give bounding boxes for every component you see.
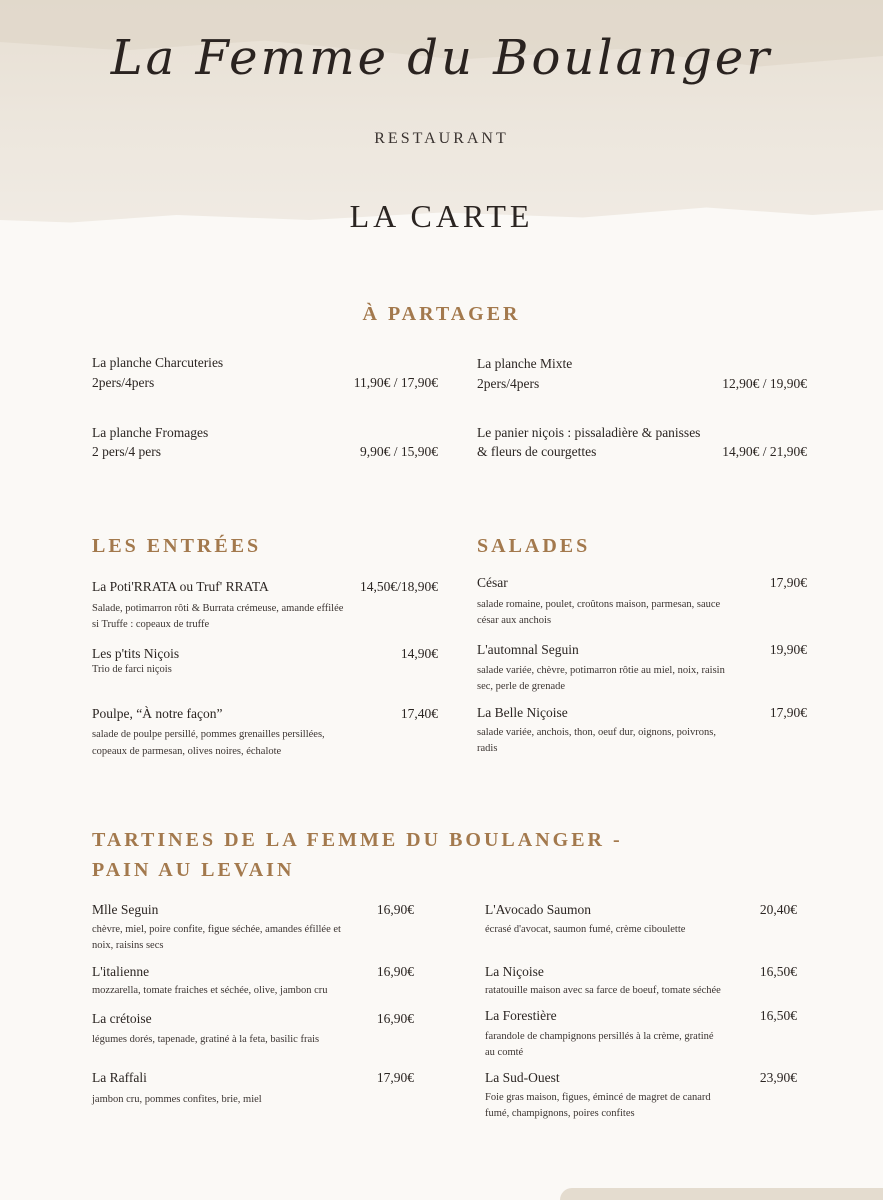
menu-item-description: Salade, potimarron rôti & Burrata crémeuse, amande effilée [92,603,344,614]
menu-item-name: La Forestière [485,1008,557,1023]
menu-item-description: noix, raisins secs [92,940,164,951]
menu-item-row [477,575,807,591]
menu-item-portions: & fleurs de courgettes [477,444,597,459]
menu-item-row [477,376,807,392]
menu-item-description: au comté [485,1047,524,1058]
menu-item-name: La Niçoise [485,964,544,979]
menu-item-price: 17,40€ [400,706,438,721]
menu-item-description: Trio de farci niçois [92,664,172,675]
menu-item-price: 16,90€ [376,902,414,917]
menu-item-description: fumé, champignons, poires confites [485,1108,635,1119]
menu-item-row [92,646,438,662]
section-heading-entrees: LES ENTRÉES [92,535,262,557]
menu-item-portions: 2 pers/4 pers [92,444,161,459]
menu-item-description: légumes dorés, tapenade, gratiné à la feta, basilic frais [92,1034,320,1045]
menu-item-row [485,1070,797,1086]
menu-item-row [477,642,807,658]
menu-item-row [477,705,807,721]
menu-item-name: La planche Mixte [477,356,573,371]
section-heading-tartines: TARTINES DE LA FEMME DU BOULANGER - [92,829,623,851]
menu-item-description: copeaux de parmesan, olives noires, échalote [92,746,282,757]
menu-item-price: 16,50€ [759,1008,797,1023]
menu-item-price: 17,90€ [376,1070,414,1085]
menu-item-row [92,444,438,460]
menu-item-name: La planche Fromages [92,425,209,440]
menu-item-price: 20,40€ [759,902,797,917]
menu-item-row [485,902,797,918]
menu-item-description: salade de poulpe persillé, pommes grenailles persillées, [92,729,325,740]
menu-item-row [485,1008,797,1024]
menu-item-price: 16,50€ [759,964,797,979]
menu-item-description: salade romaine, poulet, croûtons maison, parmesan, sauce [477,599,721,610]
menu-item-description: chèvre, miel, poire confite, figue séchée, amandes éfillée et [92,924,341,935]
menu-item-description: radis [477,743,498,754]
menu-item-price: 17,90€ [769,705,807,720]
menu-item-portions: 2pers/4pers [92,375,155,390]
menu-item-name: César [477,575,508,590]
menu-item-price: 19,90€ [769,642,807,657]
menu-item-price: 17,90€ [769,575,807,590]
menu-item-row [477,444,807,460]
menu-item-name: Poulpe, “À notre façon” [92,706,223,721]
menu-item-name: La Raffali [92,1070,147,1085]
menu-item-description: farandole de champignons persillés à la crème, gratiné [485,1031,714,1042]
menu-item-description: sec, perle de grenade [477,681,566,692]
menu-item-row [92,964,414,980]
menu-item-price: 16,90€ [376,964,414,979]
menu-item-description: Foie gras maison, figues, émincé de magret de canard [485,1092,711,1103]
menu-item-description: césar aux anchois [477,615,552,626]
menu-item-price: 14,50€/18,90€ [359,579,438,594]
menu-title: LA CARTE [349,198,534,234]
menu-item-name: La Sud-Ouest [485,1070,560,1085]
menu-item-name: L'italienne [92,964,150,979]
menu-item-price: 16,90€ [376,1011,414,1026]
menu-item-description: si Truffe : copeaux de truffe [92,619,210,630]
menu-item-name: La Poti'RRATA ou Truf' RRATA [92,579,269,594]
menu-item-price: 9,90€ / 15,90€ [359,444,438,459]
menu-item-price: 12,90€ / 19,90€ [722,376,807,391]
menu-item-row [92,1011,414,1027]
menu-item-name: L'automnal Seguin [477,642,579,657]
menu-item-price: 14,90€ / 21,90€ [722,444,807,459]
menu-item-price: 23,90€ [759,1070,797,1085]
menu-item-name: La Belle Niçoise [477,705,568,720]
menu-item-description: salade variée, anchois, thon, oeuf dur, oignons, poivrons, [477,727,716,738]
menu-item-name: La crétoise [92,1011,152,1026]
section-subheading-tartines: PAIN AU LEVAIN [92,859,295,881]
menu-item-description: salade variée, chèvre, potimarron rôtie au miel, noix, raisin [477,665,725,676]
menu-item-name: Les p'tits Niçois [92,646,180,661]
menu-item-row [92,375,438,391]
menu-item-name: L'Avocado Saumon [485,902,592,917]
menu-item-description: ratatouille maison avec sa farce de boeuf, tomate séchée [485,985,721,996]
menu-item-price: 14,90€ [400,646,438,661]
restaurant-name: La Femme du Boulanger [110,30,773,86]
menu-item-description: écrasé d'avocat, saumon fumé, crème ciboulette [485,924,686,935]
menu-item-price: 11,90€ / 17,90€ [353,375,438,390]
restaurant-subtitle: RESTAURANT [374,130,509,147]
menu-item-row [485,964,797,980]
section-heading-salades: SALADES [477,535,591,557]
menu-item-description: jambon cru, pommes confites, brie, miel [92,1094,262,1105]
menu-item-row [92,1070,414,1086]
menu-item-row [92,706,438,722]
menu-item-row [92,579,438,595]
menu-item-portions: 2pers/4pers [477,376,540,391]
menu-item-name: Le panier niçois : pissaladière & panisses [477,425,701,440]
menu-item-description: mozzarella, tomate fraiches et séchée, olive, jambon cru [92,985,328,996]
section-heading-partager: À PARTAGER [362,303,521,325]
menu-item-name: La planche Charcuteries [92,355,224,370]
menu-item-name: Mlle Seguin [92,902,159,917]
menu-item-row [92,902,414,918]
footer-decoration [560,1188,883,1200]
